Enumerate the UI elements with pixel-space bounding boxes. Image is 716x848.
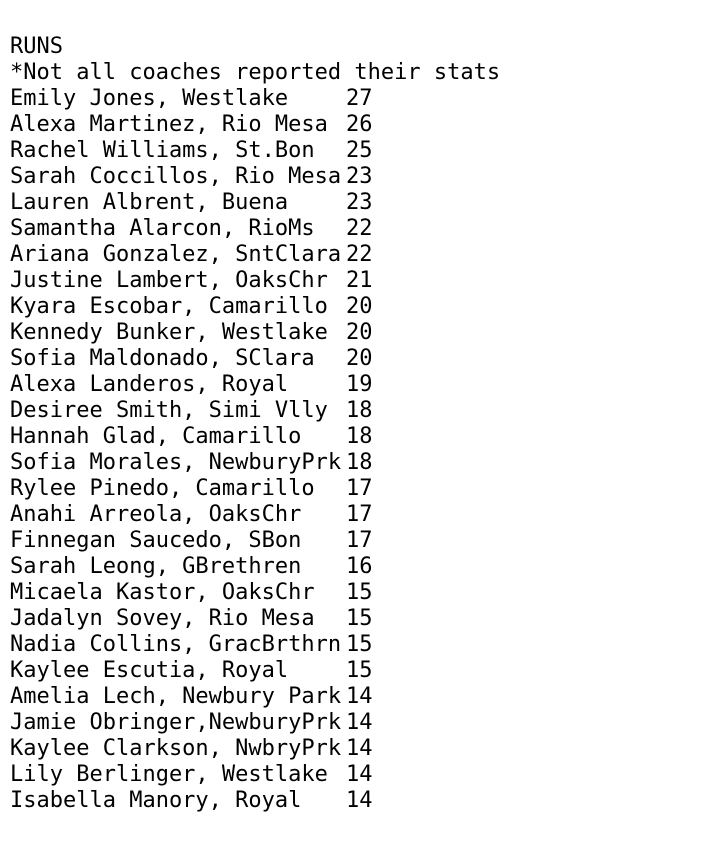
runs-value: 14 <box>346 710 373 735</box>
runs-value: 21 <box>346 268 373 293</box>
leaderboard-row <box>10 86 500 112</box>
player-name: Justine Lambert, OaksChr <box>10 268 328 293</box>
runs-value: 14 <box>346 762 373 787</box>
runs-value: 15 <box>346 606 373 631</box>
runs-value: 22 <box>346 216 373 241</box>
player-name: Sarah Leong, GBrethren <box>10 554 302 579</box>
runs-value: 15 <box>346 580 373 605</box>
leaderboard-row <box>10 450 500 476</box>
runs-value: 18 <box>346 450 373 475</box>
leaderboard-row <box>10 398 500 424</box>
runs-value: 20 <box>346 346 373 371</box>
player-name: Amelia Lech, Newbury Park <box>10 684 342 709</box>
leaderboard-row <box>10 268 500 294</box>
leaderboard-row <box>10 294 500 320</box>
player-name: Desiree Smith, Simi Vlly <box>10 398 328 423</box>
runs-value: 14 <box>346 736 373 761</box>
player-name: Emily Jones, Westlake <box>10 86 289 111</box>
runs-value: 27 <box>346 86 373 111</box>
player-name: Nadia Collins, GracBrthrn <box>10 632 342 657</box>
player-name: Lauren Albrent, Buena <box>10 190 289 215</box>
runs-leaderboard <box>10 34 500 814</box>
leaderboard-row <box>10 320 500 346</box>
player-name: Jamie Obringer,NewburyPrk <box>10 710 342 735</box>
runs-value: 14 <box>346 788 373 813</box>
player-name: Rachel Williams, St.Bon <box>10 138 315 163</box>
player-name: Kaylee Escutia, Royal <box>10 658 289 683</box>
player-name: Ariana Gonzalez, SntClara <box>10 242 342 267</box>
leaderboard-row <box>10 476 500 502</box>
leaderboard-row <box>10 736 500 762</box>
runs-value: 26 <box>346 112 373 137</box>
runs-value: 22 <box>346 242 373 267</box>
runs-value: 16 <box>346 554 373 579</box>
leaderboard-row <box>10 138 500 164</box>
player-name: Kyara Escobar, Camarillo <box>10 294 328 319</box>
runs-value: 17 <box>346 502 373 527</box>
leaderboard-row <box>10 346 500 372</box>
player-name: Alexa Martinez, Rio Mesa <box>10 112 328 137</box>
player-name: Sarah Coccillos, Rio Mesa <box>10 164 342 189</box>
runs-value: 18 <box>346 398 373 423</box>
leaderboard-row <box>10 242 500 268</box>
leaderboard-row <box>10 710 500 736</box>
player-name: Kennedy Bunker, Westlake <box>10 320 328 345</box>
player-name: Anahi Arreola, OaksChr <box>10 502 302 527</box>
leaderboard-row <box>10 788 500 814</box>
player-name: Sofia Maldonado, SClara <box>10 346 315 371</box>
leaderboard-row <box>10 554 500 580</box>
runs-value: 19 <box>346 372 373 397</box>
leaderboard-row <box>10 112 500 138</box>
runs-value: 25 <box>346 138 373 163</box>
leaderboard-row <box>10 762 500 788</box>
page-title: RUNS <box>10 34 63 59</box>
leaderboard-row <box>10 502 500 528</box>
leaderboard-row <box>10 372 500 398</box>
leaderboard-row <box>10 684 500 710</box>
player-name: Isabella Manory, Royal <box>10 788 302 813</box>
runs-value: 17 <box>346 476 373 501</box>
leaderboard-row <box>10 606 500 632</box>
leaderboard-row <box>10 424 500 450</box>
runs-value: 20 <box>346 320 373 345</box>
leaderboard-row <box>10 164 500 190</box>
player-name: Samantha Alarcon, RioMs <box>10 216 315 241</box>
runs-value: 23 <box>346 164 373 189</box>
leaderboard-row <box>10 216 500 242</box>
runs-value: 20 <box>346 294 373 319</box>
player-name: Sofia Morales, NewburyPrk <box>10 450 342 475</box>
runs-value: 15 <box>346 632 373 657</box>
runs-value: 18 <box>346 424 373 449</box>
player-name: Hannah Glad, Camarillo <box>10 424 302 449</box>
leaderboard-row <box>10 528 500 554</box>
leaderboard-row <box>10 190 500 216</box>
leaderboard-row <box>10 658 500 684</box>
runs-value: 15 <box>346 658 373 683</box>
player-name: Finnegan Saucedo, SBon <box>10 528 302 553</box>
runs-value: 23 <box>346 190 373 215</box>
player-name: Alexa Landeros, Royal <box>10 372 289 397</box>
player-name: Kaylee Clarkson, NwbryPrk <box>10 736 342 761</box>
leaderboard-row <box>10 632 500 658</box>
player-name: Micaela Kastor, OaksChr <box>10 580 315 605</box>
runs-value: 14 <box>346 684 373 709</box>
stats-note: *Not all coaches reported their stats <box>10 60 501 85</box>
leaderboard-row <box>10 580 500 606</box>
player-name: Lily Berlinger, Westlake <box>10 762 328 787</box>
runs-value: 17 <box>346 528 373 553</box>
player-name: Rylee Pinedo, Camarillo <box>10 476 315 501</box>
player-name: Jadalyn Sovey, Rio Mesa <box>10 606 315 631</box>
